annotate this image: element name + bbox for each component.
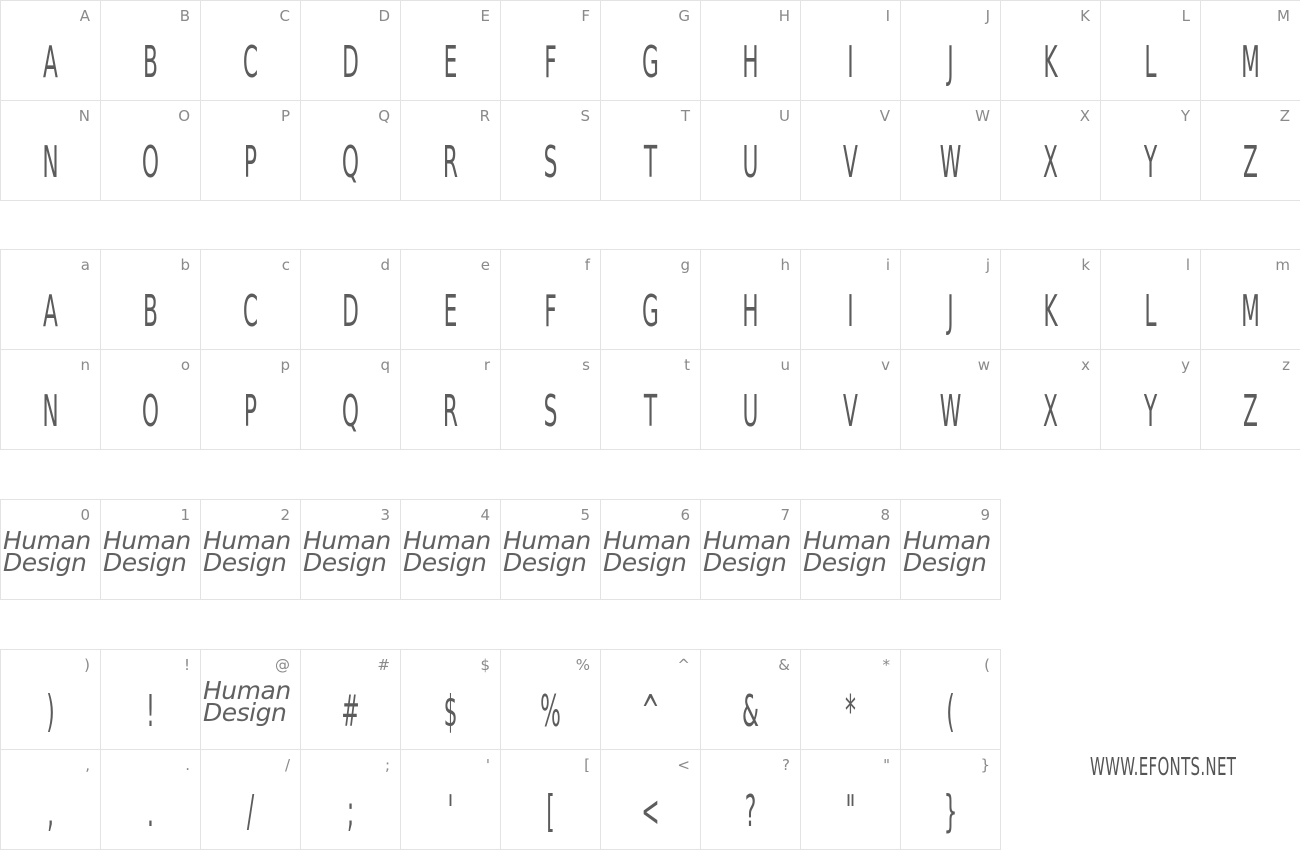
glyph-preview: I (847, 285, 854, 337)
placeholder-word: Design (203, 698, 287, 727)
glyph-cell (1200, 100, 1300, 201)
glyph-cell (500, 100, 601, 201)
glyph-cell (400, 499, 501, 600)
glyph-preview: K (1043, 36, 1058, 88)
glyph-preview: I (847, 36, 854, 88)
glyph-cell (0, 0, 101, 101)
missing-glyph-placeholder (303, 526, 400, 577)
glyph-key-label: [ (584, 756, 590, 774)
placeholder-word: Design (203, 548, 287, 577)
glyph-cell (700, 649, 801, 750)
glyph-preview: E (443, 36, 458, 88)
glyph-key-label: H (778, 7, 790, 25)
glyph-key-label: 3 (380, 506, 390, 524)
glyph-cell (300, 349, 401, 450)
glyph-key-label: 2 (280, 506, 290, 524)
glyph-cell (800, 249, 901, 350)
glyph-preview: H (742, 36, 759, 88)
glyph-key-label: S (580, 107, 590, 125)
glyph-preview: P (243, 136, 258, 188)
glyph-key-label: F (581, 7, 590, 25)
glyph-preview: " (845, 785, 856, 837)
glyph-cell (300, 499, 401, 600)
glyph-key-label: g (680, 256, 690, 274)
glyph-preview: S (543, 385, 558, 437)
glyph-preview: G (642, 285, 659, 337)
glyph-key-label: o (180, 356, 190, 374)
glyph-preview: ) (46, 685, 55, 737)
missing-glyph-placeholder (403, 526, 500, 577)
glyph-cell (1100, 0, 1201, 101)
glyph-cell (400, 749, 501, 850)
glyph-cell (1200, 249, 1300, 350)
glyph-key-label: ! (183, 656, 190, 674)
glyph-preview: H (742, 285, 759, 337)
glyph-key-label: f (584, 256, 590, 274)
glyph-preview: R (442, 136, 459, 188)
glyph-preview: X (1043, 136, 1058, 188)
placeholder-word: Design (903, 548, 987, 577)
placeholder-word: Design (403, 548, 487, 577)
glyph-cell (500, 349, 601, 450)
site-watermark: WWW.EFONTS.NET (1090, 752, 1237, 781)
glyph-key-label: 5 (580, 506, 590, 524)
glyph-key-label: w (977, 356, 990, 374)
missing-glyph-placeholder (903, 526, 1000, 577)
glyph-cell (300, 0, 401, 101)
glyph-cell (1000, 249, 1101, 350)
glyph-cell (200, 749, 301, 850)
missing-glyph-placeholder (603, 526, 700, 577)
glyph-key-label: ; (384, 756, 390, 774)
placeholder-word: Human (203, 676, 291, 705)
glyph-preview: / (246, 785, 255, 837)
glyph-cell (100, 0, 201, 101)
glyph-preview: W (939, 136, 962, 188)
uppercase-grid (0, 0, 1300, 200)
glyph-preview: ? (744, 785, 757, 837)
glyph-preview: D (342, 36, 359, 88)
glyph-key-label: , (85, 756, 90, 774)
glyph-key-label: x (1081, 356, 1090, 374)
glyph-key-label: } (980, 756, 990, 774)
glyph-key-label: Y (1180, 107, 1190, 125)
glyph-preview: T (643, 136, 658, 188)
glyph-cell (1100, 100, 1201, 201)
glyph-cell (100, 749, 201, 850)
placeholder-word: Design (303, 548, 387, 577)
glyph-cell (1100, 249, 1201, 350)
glyph-preview: , (47, 785, 54, 837)
glyph-key-label: 4 (480, 506, 490, 524)
glyph-preview: A (43, 285, 58, 337)
glyph-key-label: k (1081, 256, 1090, 274)
glyph-cell (700, 249, 801, 350)
glyph-cell (600, 649, 701, 750)
glyph-preview: . (147, 785, 154, 837)
glyph-key-label: 9 (980, 506, 990, 524)
glyph-cell (700, 0, 801, 101)
glyph-key-label: C (279, 7, 290, 25)
glyph-cell (900, 100, 1001, 201)
glyph-cell (100, 499, 201, 600)
glyph-cell (200, 499, 301, 600)
glyph-key-label: & (778, 656, 790, 674)
glyph-key-label: L (1181, 7, 1190, 25)
glyph-preview: ; (346, 785, 355, 837)
glyph-key-label: / (284, 756, 290, 774)
glyph-key-label: < (677, 756, 690, 774)
glyph-key-label: ) (84, 656, 90, 674)
glyph-cell (1000, 349, 1101, 450)
glyph-cell (100, 349, 201, 450)
glyph-cell (500, 0, 601, 101)
glyph-key-label: 0 (80, 506, 90, 524)
glyph-key-label: D (378, 7, 390, 25)
glyph-cell (1200, 349, 1300, 450)
placeholder-word: Design (503, 548, 587, 577)
placeholder-word: Human (103, 526, 191, 555)
glyph-cell (700, 349, 801, 450)
glyph-key-label: c (281, 256, 290, 274)
glyph-cell (700, 749, 801, 850)
glyph-key-label: m (1275, 256, 1290, 274)
glyph-key-label: 7 (780, 506, 790, 524)
missing-glyph-placeholder (503, 526, 600, 577)
glyph-preview: ( (946, 685, 955, 737)
glyph-cell (800, 100, 901, 201)
glyph-preview: Y (1143, 385, 1158, 437)
glyph-preview: S (543, 136, 558, 188)
glyph-preview: Z (1243, 136, 1258, 188)
glyph-cell (300, 100, 401, 201)
glyph-key-label: d (380, 256, 390, 274)
glyph-preview: [ (546, 785, 555, 837)
glyph-cell (900, 649, 1001, 750)
glyph-preview: J (947, 285, 954, 337)
glyph-key-label: a (80, 256, 90, 274)
glyph-cell (800, 349, 901, 450)
glyph-preview: M (1241, 285, 1260, 337)
placeholder-word: Human (903, 526, 991, 555)
glyph-preview: L (1144, 36, 1157, 88)
glyph-key-label: K (1080, 7, 1090, 25)
glyph-cell (800, 649, 901, 750)
glyph-key-label: P (280, 107, 290, 125)
glyph-key-label: ^ (677, 656, 690, 674)
glyph-cell (900, 349, 1001, 450)
glyph-cell (300, 249, 401, 350)
glyph-key-label: ' (485, 756, 490, 774)
glyph-cell (800, 749, 901, 850)
glyph-preview: Q (341, 136, 360, 188)
glyph-preview: Q (341, 385, 360, 437)
glyph-cell (200, 0, 301, 101)
glyph-preview: % (540, 685, 561, 737)
glyph-cell (500, 499, 601, 600)
glyph-preview: O (141, 136, 160, 188)
missing-glyph-placeholder (203, 526, 300, 577)
missing-glyph-placeholder (103, 526, 200, 577)
glyph-key-label: ? (782, 756, 790, 774)
glyph-cell (200, 349, 301, 450)
glyph-cell (1200, 0, 1300, 101)
glyph-key-label: I (885, 7, 890, 25)
glyph-cell (1100, 349, 1201, 450)
glyph-preview: W (939, 385, 962, 437)
glyph-key-label: y (1181, 356, 1190, 374)
glyph-preview: N (42, 136, 59, 188)
digit-grid (0, 499, 1000, 599)
placeholder-word: Human (203, 526, 291, 555)
missing-glyph-placeholder (703, 526, 800, 577)
glyph-key-label: h (780, 256, 790, 274)
glyph-key-label: X (1079, 107, 1090, 125)
glyph-preview: C (242, 285, 259, 337)
missing-glyph-placeholder (803, 526, 900, 577)
glyph-key-label: M (1277, 7, 1290, 25)
glyph-cell (400, 0, 501, 101)
glyph-key-label: B (179, 7, 190, 25)
placeholder-word: Design (603, 548, 687, 577)
glyph-key-label: u (780, 356, 790, 374)
glyph-cell (600, 499, 701, 600)
glyph-cell (700, 100, 801, 201)
glyph-cell (600, 249, 701, 350)
glyph-key-label: @ (275, 656, 290, 674)
glyph-preview: E (443, 285, 458, 337)
glyph-cell (400, 249, 501, 350)
glyph-key-label: O (178, 107, 190, 125)
glyph-preview: F (544, 36, 557, 88)
glyph-key-label: 1 (180, 506, 190, 524)
glyph-preview: $ (443, 685, 458, 737)
glyph-key-label: " (883, 756, 890, 774)
glyph-cell (0, 749, 101, 850)
glyph-cell (100, 100, 201, 201)
glyph-cell (0, 249, 101, 350)
glyph-preview: * (845, 685, 856, 737)
glyph-key-label: 6 (680, 506, 690, 524)
glyph-key-label: T (680, 107, 690, 125)
glyph-preview: & (742, 685, 759, 737)
glyph-preview: C (242, 36, 259, 88)
glyph-key-label: j (985, 256, 990, 274)
glyph-cell (0, 649, 101, 750)
glyph-cell (200, 649, 301, 750)
glyph-preview: B (143, 36, 158, 88)
glyph-key-label: E (480, 7, 490, 25)
placeholder-word: Human (3, 526, 91, 555)
placeholder-word: Design (703, 548, 787, 577)
glyph-cell (200, 249, 301, 350)
glyph-key-label: # (377, 656, 390, 674)
glyph-key-label: ( (984, 656, 990, 674)
glyph-preview: L (1144, 285, 1157, 337)
glyph-preview: # (341, 685, 360, 737)
glyph-cell (500, 249, 601, 350)
glyph-cell (900, 499, 1001, 600)
glyph-preview: V (843, 136, 858, 188)
placeholder-word: Human (803, 526, 891, 555)
lowercase-grid (0, 249, 1300, 449)
placeholder-word: Design (3, 548, 87, 577)
glyph-cell (0, 349, 101, 450)
glyph-key-label: $ (480, 656, 490, 674)
glyph-cell (100, 649, 201, 750)
glyph-cell (900, 249, 1001, 350)
glyph-key-label: b (180, 256, 190, 274)
missing-glyph-placeholder (3, 526, 100, 577)
glyph-key-label: 8 (880, 506, 890, 524)
glyph-cell (900, 749, 1001, 850)
glyph-cell (800, 499, 901, 600)
glyph-key-label: R (479, 107, 490, 125)
glyph-preview: U (742, 136, 759, 188)
glyph-cell (600, 100, 701, 201)
glyph-preview: K (1043, 285, 1058, 337)
glyph-key-label: A (79, 7, 90, 25)
glyph-preview: ' (447, 785, 454, 837)
glyph-cell (600, 749, 701, 850)
glyph-key-label: v (881, 356, 890, 374)
glyph-key-label: n (80, 356, 90, 374)
glyph-key-label: t (684, 356, 690, 374)
glyph-preview: R (442, 385, 459, 437)
glyph-preview: Y (1143, 136, 1158, 188)
glyph-key-label: i (885, 256, 890, 274)
glyph-key-label: J (985, 7, 990, 25)
glyph-cell (300, 749, 401, 850)
glyph-cell (200, 100, 301, 201)
glyph-cell (0, 100, 101, 201)
glyph-preview: J (947, 36, 954, 88)
glyph-preview: ^ (641, 685, 660, 737)
glyph-cell (600, 0, 701, 101)
glyph-cell (100, 249, 201, 350)
glyph-preview: F (544, 285, 557, 337)
glyph-preview: B (143, 285, 158, 337)
placeholder-word: Human (303, 526, 391, 555)
glyph-cell (1000, 100, 1101, 201)
glyph-key-label: Q (378, 107, 390, 125)
glyph-preview: U (742, 385, 759, 437)
glyph-key-label: Z (1279, 107, 1290, 125)
glyph-preview: T (643, 385, 658, 437)
glyph-cell (400, 649, 501, 750)
placeholder-word: Design (103, 548, 187, 577)
placeholder-word: Human (703, 526, 791, 555)
glyph-preview: V (843, 385, 858, 437)
glyph-cell (800, 0, 901, 101)
missing-glyph-placeholder (203, 676, 300, 727)
glyph-cell (0, 499, 101, 600)
glyph-preview: M (1241, 36, 1260, 88)
glyph-cell (300, 649, 401, 750)
glyph-key-label: e (480, 256, 490, 274)
glyph-cell (500, 749, 601, 850)
glyph-preview: Z (1243, 385, 1258, 437)
glyph-cell (1000, 0, 1101, 101)
glyph-key-label: p (280, 356, 290, 374)
glyph-key-label: q (380, 356, 390, 374)
glyph-preview: A (43, 36, 58, 88)
glyph-cell (600, 349, 701, 450)
glyph-preview: X (1043, 385, 1058, 437)
glyph-cell (500, 649, 601, 750)
placeholder-word: Human (503, 526, 591, 555)
glyph-preview: D (342, 285, 359, 337)
glyph-key-label: % (575, 656, 590, 674)
glyph-key-label: . (185, 756, 190, 774)
glyph-key-label: r (483, 356, 490, 374)
glyph-key-label: V (879, 107, 890, 125)
glyph-preview: O (141, 385, 160, 437)
placeholder-word: Design (803, 548, 887, 577)
glyph-preview: ! (146, 685, 155, 737)
symbol-grid (0, 649, 1000, 849)
glyph-key-label: s (582, 356, 590, 374)
glyph-key-label: l (1185, 256, 1190, 274)
glyph-key-label: N (78, 107, 90, 125)
glyph-cell (900, 0, 1001, 101)
glyph-key-label: z (1282, 356, 1290, 374)
glyph-cell (400, 349, 501, 450)
placeholder-word: Human (603, 526, 691, 555)
glyph-cell (700, 499, 801, 600)
glyph-cell (400, 100, 501, 201)
glyph-preview: < (641, 785, 660, 837)
glyph-preview: G (642, 36, 659, 88)
glyph-key-label: G (678, 7, 690, 25)
glyph-preview: N (42, 385, 59, 437)
glyph-preview: } (943, 785, 958, 837)
placeholder-word: Human (403, 526, 491, 555)
glyph-key-label: U (779, 107, 790, 125)
glyph-preview: P (243, 385, 258, 437)
glyph-key-label: W (975, 107, 990, 125)
glyph-key-label: * (882, 656, 890, 674)
